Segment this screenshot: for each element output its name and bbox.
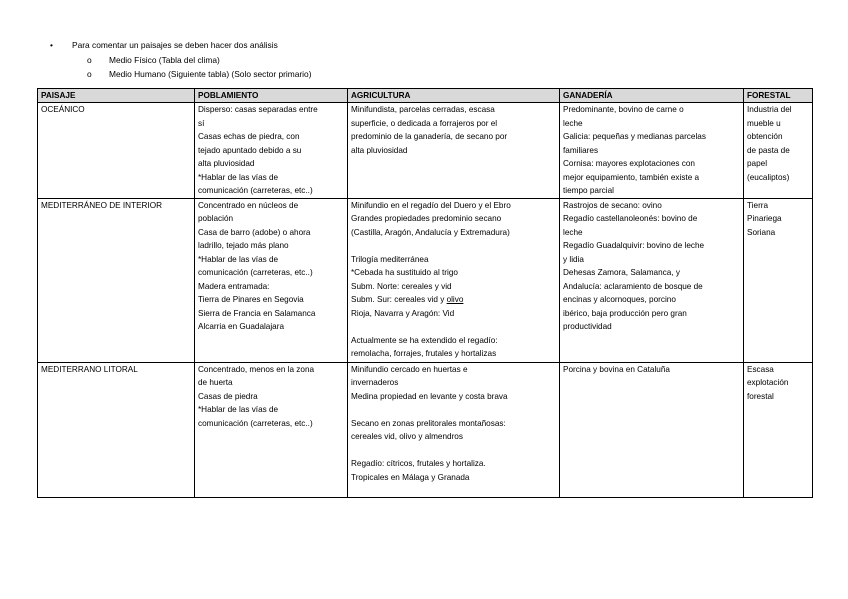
cell-forestal — [744, 198, 813, 362]
cell-line: Escasa — [747, 364, 774, 374]
cell-agricultura — [348, 362, 560, 497]
cell-line: Minifundio cercado en huertas e — [351, 364, 468, 374]
sub-bullet-icon: o — [87, 55, 92, 65]
cell-line: remolacha, forrajes, frutales y hortalizas — [351, 349, 497, 358]
cell-line: Subm. Norte: cereales y vid — [351, 281, 452, 291]
cell-paisaje — [38, 362, 195, 497]
cell-line: Subm. Sur: cereales vid y olivo — [351, 295, 464, 304]
cell-ganaderia — [560, 103, 744, 199]
sub-bullet-text: Medio Físico (Tabla del clima) — [109, 55, 220, 65]
cell-line — [351, 320, 556, 334]
bullet-dot-icon: • — [50, 40, 53, 50]
cell-line: *Hablar de las vías de — [198, 405, 279, 414]
cell-line: MEDITERRÁNEO DE INTERIOR — [41, 200, 163, 210]
cell-line: Medina propiedad en levante y costa brava — [351, 391, 508, 401]
cell-line: *Hablar de las vías de — [198, 172, 279, 182]
cell-line: Regadío: cítricos, frutales y hortaliza. — [351, 459, 486, 468]
underlined-word: olivo — [446, 295, 464, 304]
cell-line: comunicación (carreteras, etc..) — [198, 186, 313, 195]
sub-bullet — [87, 68, 312, 80]
cell-line: Rastrojos de secano: ovino — [563, 200, 662, 210]
cell-line: Regadío Guadalquivir: bovino de leche — [563, 241, 705, 250]
cell-line: *Hablar de las vías de — [198, 254, 279, 264]
table-header-row — [38, 89, 813, 103]
cell-line: Casas echas de piedra, con — [198, 132, 300, 141]
cell-line: Disperso: casas separadas entre — [198, 105, 318, 114]
cell-line: Pinariega — [747, 214, 782, 223]
cell-line: Porcina y bovina en Cataluña — [563, 364, 670, 374]
sub-bullet-icon: o — [87, 69, 92, 79]
cell-line: Concentrado en núcleos de — [198, 200, 299, 210]
cell-line: de pasta de — [747, 145, 790, 155]
cell-ganaderia — [560, 198, 744, 362]
cell-poblamiento — [195, 362, 348, 497]
cell-poblamiento — [195, 103, 348, 199]
table-row — [38, 362, 813, 497]
cell-line: Minifundio en el regadío del Duero y el Ebro — [351, 200, 511, 210]
cell-forestal — [744, 103, 813, 199]
cell-line: mejor equipamiento, también existe a — [563, 172, 700, 182]
cell-line: leche — [563, 227, 583, 237]
cell-line: Sierra de Francia en Salamanca — [198, 308, 316, 318]
cell-line: MEDITERRANO LITORAL — [41, 364, 138, 374]
cell-line: Concentrado, menos en la zona — [198, 364, 315, 374]
cell-line: comunicación (carreteras, etc..) — [198, 268, 313, 277]
cell-line: alta pluviosidad — [198, 159, 255, 168]
table-row — [38, 103, 813, 199]
cell-line: Trilogía mediterránea — [351, 254, 429, 264]
cell-line: leche — [563, 118, 583, 128]
main-bullet-text: Para comentar un paisajes se deben hacer dos análisis — [72, 40, 278, 50]
cell-line: Rioja, Navarra y Aragón: Vid — [351, 308, 455, 318]
cell-line: forestal — [747, 391, 774, 401]
cell-line: (eucaliptos) — [747, 172, 790, 182]
cell-line: Tierra de Pinares en Segovia — [198, 295, 304, 304]
cell-line — [351, 403, 556, 417]
main-bullet — [50, 39, 278, 51]
cell-line: *Cebada ha sustituido al trigo — [351, 268, 458, 277]
cell-line: cereales vid, olivo y almendros — [351, 432, 463, 441]
cell-line: Tropicales en Málaga y Granada — [351, 472, 470, 482]
header-paisaje: PAISAJE — [38, 89, 195, 103]
header-agricultura: AGRICULTURA — [348, 89, 560, 103]
cell-line: Andalucía: aclaramiento de bosque de — [563, 281, 703, 291]
cell-line: Actualmente se ha extendido el regadío: — [351, 335, 498, 345]
cell-line: invernaderos — [351, 378, 399, 387]
cell-line: comunicación (carreteras, etc..) — [198, 418, 313, 428]
cell-line: sí — [198, 118, 205, 128]
cell-line: tejado apuntado debido a su — [198, 145, 302, 155]
cell-line: Minifundista, parcelas cerradas, escasa — [351, 105, 495, 114]
cell-line — [351, 239, 556, 253]
cell-line: superficie, o dedicada a forrajeros por el — [351, 118, 498, 128]
landscape-table — [37, 88, 813, 498]
cell-line: familiares — [563, 145, 599, 155]
cell-line: Soriana — [747, 227, 776, 237]
cell-line: Tierra — [747, 200, 769, 210]
cell-line: productividad — [563, 322, 612, 331]
cell-line — [351, 444, 556, 458]
cell-agricultura — [348, 103, 560, 199]
header-poblamiento: POBLAMIENTO — [195, 89, 348, 103]
cell-line: tiempo parcial — [563, 186, 614, 195]
cell-line: alta pluviosidad — [351, 145, 408, 155]
cell-line: y lidia — [563, 254, 584, 264]
cell-line: de huerta — [198, 378, 233, 387]
header-ganaderia: GANADERÍA — [560, 89, 744, 103]
cell-line: Regadío castellanoleonés: bovino de — [563, 214, 698, 223]
cell-line: población — [198, 214, 234, 223]
cell-line: encinas y alcornoques, porcino — [563, 295, 676, 304]
cell-line: Dehesas Zamora, Salamanca, y — [563, 268, 680, 277]
header-forestal: FORESTAL — [744, 89, 813, 103]
cell-line: Casa de barro (adobe) o ahora — [198, 227, 311, 237]
cell-line: mueble u — [747, 118, 781, 128]
sub-bullet — [87, 54, 220, 66]
table-row — [38, 198, 813, 362]
cell-line: Industria del — [747, 105, 792, 114]
cell-line: Madera entramada: — [198, 281, 270, 291]
cell-line: ibérico, baja producción pero gran — [563, 308, 687, 318]
sub-bullet-text: Medio Humano (Siguiente tabla) (Solo sector primario) — [109, 69, 312, 79]
cell-line: Galicia: pequeñas y medianas parcelas — [563, 132, 706, 141]
cell-ganaderia — [560, 362, 744, 497]
cell-line: (Castilla, Aragón, Andalucía y Extremadura) — [351, 227, 510, 237]
cell-line: papel — [747, 159, 768, 168]
cell-line: Alcarria en Guadalajara — [198, 322, 285, 331]
cell-paisaje — [38, 103, 195, 199]
cell-line: ladrillo, tejado más plano — [198, 241, 289, 250]
cell-line: Cornisa: mayores explotaciones con — [563, 159, 695, 168]
cell-poblamiento — [195, 198, 348, 362]
cell-line: explotación — [747, 378, 789, 387]
cell-line: Secano en zonas prelitorales montañosas: — [351, 418, 506, 428]
cell-line: obtención — [747, 132, 783, 141]
cell-line: OCEÁNICO — [41, 105, 85, 114]
cell-line: Grandes propiedades predominio secano — [351, 214, 502, 223]
cell-paisaje — [38, 198, 195, 362]
cell-line: Casas de piedra — [198, 391, 258, 401]
cell-line: predominio de la ganadería, de secano por — [351, 132, 508, 141]
cell-agricultura — [348, 198, 560, 362]
cell-forestal — [744, 362, 813, 497]
cell-line: Predominante, bovino de carne o — [563, 105, 684, 114]
